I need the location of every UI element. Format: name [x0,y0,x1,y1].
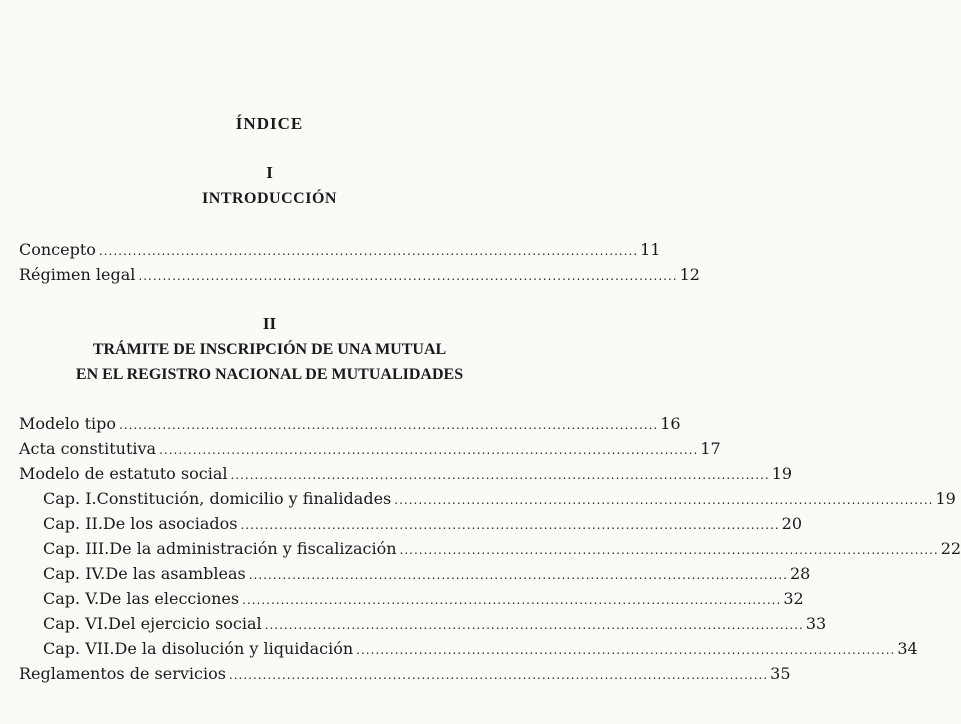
dot-leader: ................................................................................................................ [138,269,678,283]
chapter-page: 22 [940,539,961,558]
dot-leader: ................................................................................................................ [399,543,939,557]
toc-chapter-7[interactable] [43,639,918,661]
chapter-number: Cap. II. [43,514,103,533]
toc-chapter-3[interactable] [43,539,961,561]
dot-leader: ................................................................................................................ [242,593,782,607]
section-2-number: II [262,314,277,333]
chapter-label: Del ejercicio social [108,614,262,633]
toc-entry-page: 12 [679,265,700,284]
chapter-number: Cap. I. [43,489,97,508]
toc-entry-page: 19 [771,464,793,483]
section-1-title: INTRODUCCIÓN [202,190,337,207]
chapter-label: De la administración y fiscalización [109,539,397,558]
chapter-label: Constitución, domicilio y finalidades [96,489,392,508]
toc-entry-page: 11 [640,240,661,259]
dot-leader: ................................................................................................................ [240,518,780,532]
toc-entry-label: Concepto [19,240,96,259]
toc-entry-label: Modelo de estatuto social [19,464,228,483]
chapter-label: De los asociados [102,514,238,533]
toc-entry-label: Régimen legal [19,265,136,284]
chapter-page: 32 [783,589,804,608]
dot-leader: ................................................................................................................ [230,468,770,482]
toc-entry-page: 17 [700,439,721,458]
toc-entry-label: Acta constitutiva [19,439,157,458]
chapter-number: Cap. V. [43,589,100,608]
dot-leader: ................................................................................................................ [228,668,769,682]
toc-entry-label: Modelo tipo [19,414,116,433]
toc-chapter-1[interactable] [43,489,956,511]
toc-entry-page: 16 [660,414,681,433]
toc-chapter-2[interactable] [43,514,803,536]
index-title: ÍNDICE [235,114,304,133]
toc-entry-reglamentos[interactable] [19,664,791,686]
toc-entry-page: 35 [770,664,791,683]
toc-chapter-4[interactable] [43,564,811,586]
toc-entry-modelo-tipo[interactable] [19,414,681,436]
chapter-page: 28 [789,564,811,583]
chapter-page: 19 [935,489,956,508]
chapter-label: De la disolución y liquidación [114,639,354,658]
toc-entry-acta-constitutiva[interactable] [19,439,721,461]
dot-leader: ................................................................................................................ [394,493,934,507]
section-2-title-line-2: EN EL REGISTRO NACIONAL DE MUTUALIDADES [75,366,464,383]
toc-entry-regimen-legal[interactable] [19,265,700,287]
chapter-page: 20 [781,514,803,533]
toc-entry-concepto[interactable] [19,240,661,262]
toc-entry-modelo-estatuto[interactable] [19,464,793,486]
dot-leader: ................................................................................................................ [159,443,699,457]
chapter-page: 34 [897,639,918,658]
chapter-number: Cap. VII. [43,639,115,658]
chapter-label: De las asambleas [105,564,246,583]
section-1-number: I [266,163,273,182]
toc-entry-label: Reglamentos de servicios [19,664,226,683]
dot-leader: ................................................................................................................ [248,568,788,582]
section-2-title-line-1: TRÁMITE DE INSCRIPCIÓN DE UNA MUTUAL [92,341,447,358]
chapter-number: Cap. IV. [43,564,106,583]
dot-leader: ................................................................................................................ [118,418,659,432]
dot-leader: ................................................................................................................ [356,643,896,657]
chapter-label: De las elecciones [99,589,240,608]
chapter-number: Cap. III. [43,539,110,558]
toc-chapter-5[interactable] [43,589,804,611]
chapter-page: 33 [805,614,827,633]
dot-leader: ................................................................................................................ [264,618,804,632]
toc-chapter-6[interactable] [43,614,827,636]
chapter-number: Cap. VI. [43,614,109,633]
dot-leader: ................................................................................................................ [98,244,639,258]
